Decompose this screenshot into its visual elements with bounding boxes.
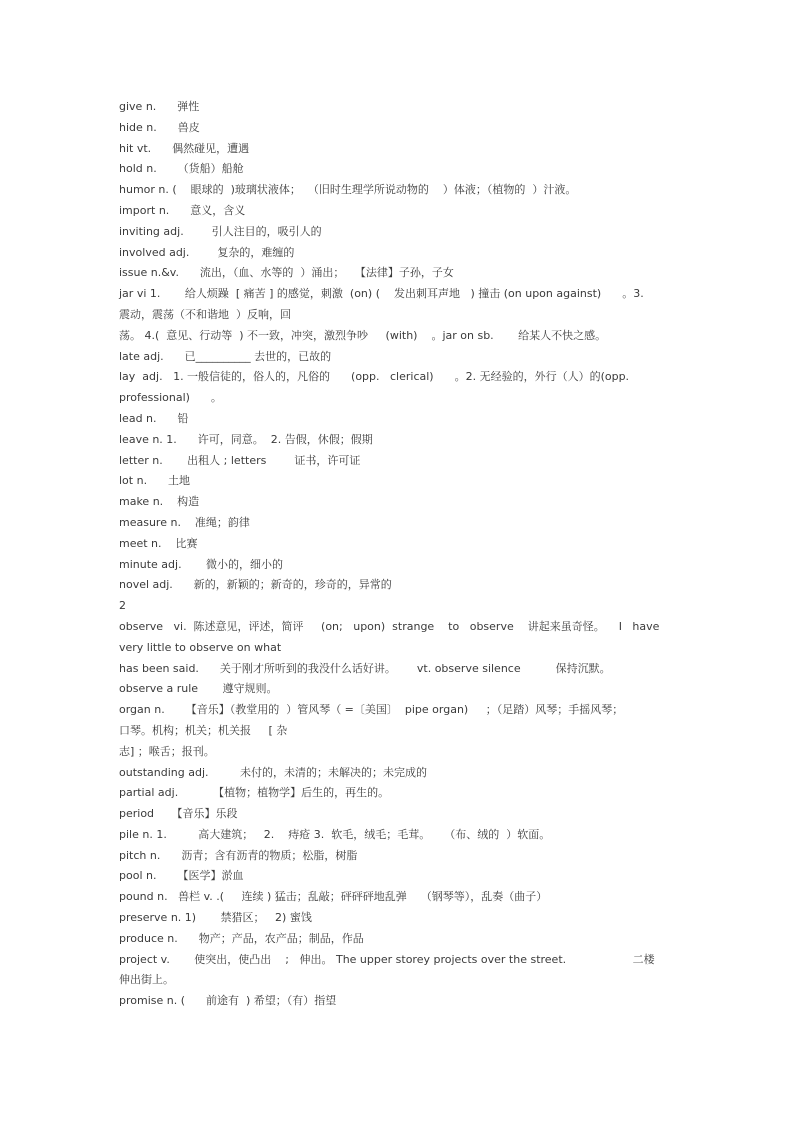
- entry-make: make n. 构造: [119, 495, 200, 509]
- entry-pitch: pitch n. 沥青；含有沥青的物质；松脂，树脂: [119, 848, 358, 862]
- entry-hit: hit vt. 偶然碰见，遭遇: [119, 141, 250, 155]
- entry-pool: pool n. 【医学】淤血: [119, 869, 244, 883]
- entry-hide: hide n. 兽皮: [119, 120, 200, 134]
- entry-project: project v. 使突出，使凸出 ; 伸出。 The upper storey projects over the street. 二楼: [119, 952, 655, 966]
- entry-letter: letter n. 出租人 ; letters 证书，许可证: [119, 453, 361, 467]
- entry-leave: leave n. 1. 许可，同意。 2. 告假，休假；假期: [119, 432, 373, 446]
- entry-partial: partial adj. 【植物；植物学】后生的，再生的。: [119, 786, 390, 800]
- entry-period: period 【音乐】乐段: [119, 807, 238, 821]
- entry-observe-cont-3: observe a rule 遵守规则。: [119, 682, 278, 696]
- entry-hold: hold n. （货船）船舱: [119, 162, 244, 176]
- entry-measure: measure n. 准绳；韵律: [119, 515, 250, 529]
- entry-involved: involved adj. 复杂的，难缠的: [119, 245, 295, 259]
- entry-promise: promise n. ( 前途有 ) 希望；（有）指望: [119, 994, 337, 1008]
- entry-minute: minute adj. 微小的，细小的: [119, 557, 284, 571]
- entry-inviting: inviting adj. 引人注目的，吸引人的: [119, 224, 322, 238]
- entry-lot: lot n. 土地: [119, 474, 191, 488]
- entry-lay-cont: professional) 。: [119, 391, 222, 405]
- entry-jar: jar vi 1. 给人烦躁 [ 痛苦 ] 的感觉，刺激 (on) ( 发出刺耳声地 ) 撞击 (on upon against) 。3.: [119, 287, 644, 301]
- entry-humor: humor n. ( 眼球的 )玻璃状液体； （旧时生理学所说动物的 ）体液；（植物的 ）汁液。: [119, 183, 577, 197]
- entry-late: late adj. 已__________ 去世的，已故的: [119, 349, 332, 363]
- page-number: 2: [119, 599, 126, 613]
- entry-pile: pile n. 1. 高大建筑； 2. 痔疮 3. 软毛，绒毛；毛茸。 （布、绒的 ）软面。: [119, 827, 551, 841]
- entry-organ-cont-1: 口琴。机构；机关；机关报 [ 杂: [119, 723, 288, 737]
- entry-jar-cont-1: 震动，震荡（不和谐地 ）反响，回: [119, 307, 291, 321]
- entry-preserve: preserve n. 1) 禁猎区； 2) 蜜饯: [119, 911, 312, 925]
- entry-observe: observe vi. 陈述意见，评述，简评 (on; upon) strange to observe 讲起来虽奇怪。 I have: [119, 619, 660, 633]
- entry-jar-cont-2: 荡。 4.( 意见、行动等 ) 不一致，冲突，激烈争吵 (with) 。jar on sb. 给某人不快之感。: [119, 328, 607, 342]
- entry-issue: issue n.&v. 流出，（血、水等的 ）涌出； 【法律】子孙，子女: [119, 266, 454, 280]
- entry-lead: lead n. 铅: [119, 411, 189, 425]
- entry-observe-cont-2: has been said. 关于刚才所听到的我没什么话好讲。 vt. observe silence 保持沉默。: [119, 661, 611, 675]
- entry-novel: novel adj. 新的，新颖的；新奇的，珍奇的，异常的: [119, 578, 392, 592]
- entry-organ: organ n. 【音乐】（教堂用的 ）管风琴（ =〔美国〕 pipe organ) ；（足踏）风琴；手摇风琴；: [119, 703, 624, 717]
- entry-produce: produce n. 物产；产品，农产品；制品，作品: [119, 931, 364, 945]
- entry-organ-cont-2: 志] ；喉舌；报刊。: [119, 744, 215, 758]
- entry-outstanding: outstanding adj. 未付的，未清的；未解决的；未完成的: [119, 765, 428, 779]
- entry-pound: pound n. 兽栏 v. .( 连续 ) 猛击；乱敲；砰砰砰地乱弹 （钢琴等），乱奏（曲子）: [119, 890, 548, 904]
- entry-give: give n. 弹性: [119, 100, 200, 113]
- dictionary-page: [119, 97, 679, 1012]
- entry-lay: lay adj. 1. 一般信徒的，俗人的，凡俗的 (opp. clerical) 。2. 无经验的，外行（人）的(opp.: [119, 370, 630, 384]
- entry-meet: meet n. 比赛: [119, 536, 198, 550]
- entry-import: import n. 意义，含义: [119, 203, 246, 217]
- entry-observe-cont-1: very little to observe on what: [119, 640, 282, 654]
- entry-project-cont: 伸出街上。: [119, 973, 174, 987]
